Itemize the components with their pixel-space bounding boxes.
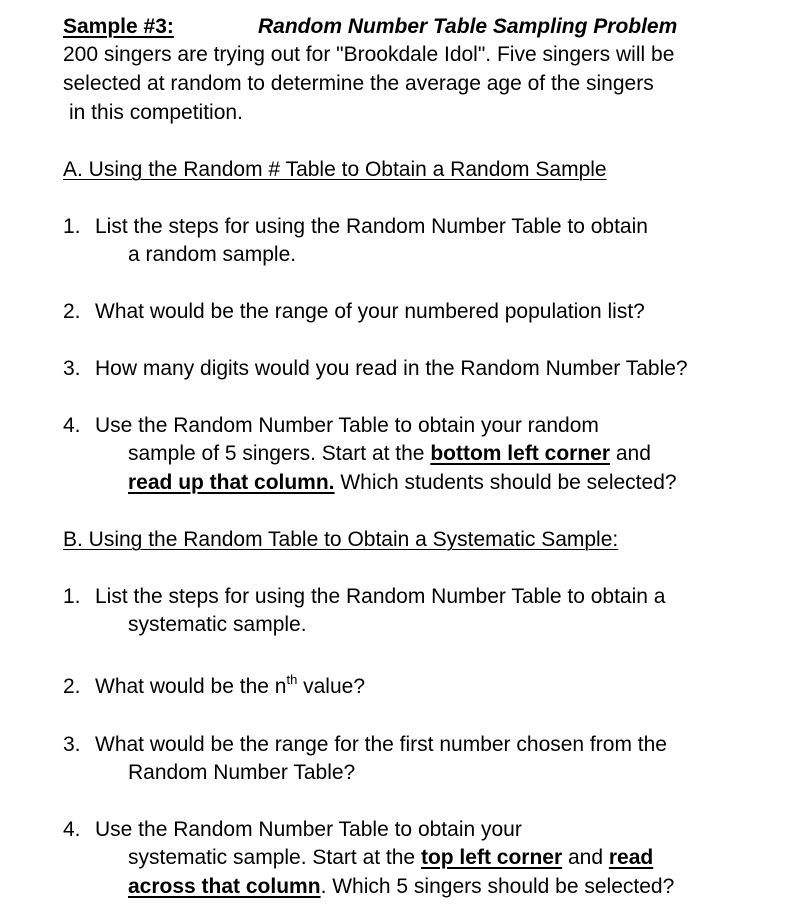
question-a1-continuation: a random sample.	[128, 243, 297, 266]
text-run: What would be the n	[95, 675, 287, 698]
question-number: 2.	[63, 300, 81, 323]
question-b3	[63, 731, 667, 759]
intro-line-2: selected at random to determine the average age of the singers	[63, 72, 654, 95]
superscript: th	[286, 672, 298, 687]
section-a-heading: A. Using the Random # Table to Obtain a Random Sample	[63, 158, 607, 181]
question-b3-continuation: Random Number Table?	[128, 761, 356, 784]
question-a4-continuation	[128, 440, 651, 468]
question-number: 4.	[63, 414, 81, 437]
text-run: Which students should be selected?	[334, 471, 677, 494]
question-number: 3.	[63, 357, 81, 380]
intro-line-3: in this competition.	[69, 101, 243, 124]
question-text: Use the Random Number Table to obtain your	[95, 818, 522, 841]
question-number: 2.	[63, 675, 81, 698]
sample-label: Sample #3:	[63, 15, 174, 38]
question-text: List the steps for using the Random Number Table to obtain	[95, 215, 648, 238]
question-a1	[63, 213, 648, 241]
intro-line-1: 200 singers are trying out for "Brookdale Idol". Five singers will be	[63, 43, 675, 66]
text-run: and	[610, 442, 651, 465]
question-text: List the steps for using the Random Number Table to obtain a	[95, 585, 666, 608]
question-a2	[63, 298, 645, 326]
emphasis-read: read	[608, 846, 654, 869]
question-b2	[63, 672, 366, 701]
question-b4	[63, 816, 522, 844]
question-b1-continuation: systematic sample.	[128, 613, 307, 636]
question-a4-continuation-2	[128, 469, 677, 497]
text-run: and	[562, 846, 609, 869]
question-b1	[63, 583, 666, 611]
text-run: . Which 5 singers should be selected?	[320, 875, 675, 898]
emphasis-across-column: across that column	[128, 875, 321, 898]
text-run: sample of 5 singers. Start at the	[128, 442, 431, 465]
emphasis-top-left-corner: top left corner	[420, 846, 563, 869]
emphasis-bottom-left-corner: bottom left corner	[430, 442, 610, 465]
question-a4	[63, 412, 599, 440]
question-text	[95, 673, 365, 701]
header-line	[63, 13, 678, 41]
question-number: 1.	[63, 585, 81, 608]
question-text: How many digits would you read in the Random Number Table?	[95, 357, 688, 380]
text-run: value?	[297, 675, 366, 698]
question-text: Use the Random Number Table to obtain your random	[95, 414, 599, 437]
question-a3	[63, 355, 688, 383]
emphasis-read-up-column: read up that column.	[128, 471, 335, 494]
question-number: 1.	[63, 215, 81, 238]
question-text: What would be the range of your numbered population list?	[95, 300, 645, 323]
text-run: systematic sample. Start at the	[128, 846, 421, 869]
question-number: 4.	[63, 818, 81, 841]
question-b4-continuation-2	[128, 873, 674, 901]
document-title: Random Number Table Sampling Problem	[258, 15, 678, 38]
question-b4-continuation	[128, 844, 653, 872]
question-text: What would be the range for the first number chosen from the	[95, 733, 667, 756]
section-b-heading: B. Using the Random Table to Obtain a Systematic Sample:	[63, 528, 619, 551]
question-number: 3.	[63, 733, 81, 756]
